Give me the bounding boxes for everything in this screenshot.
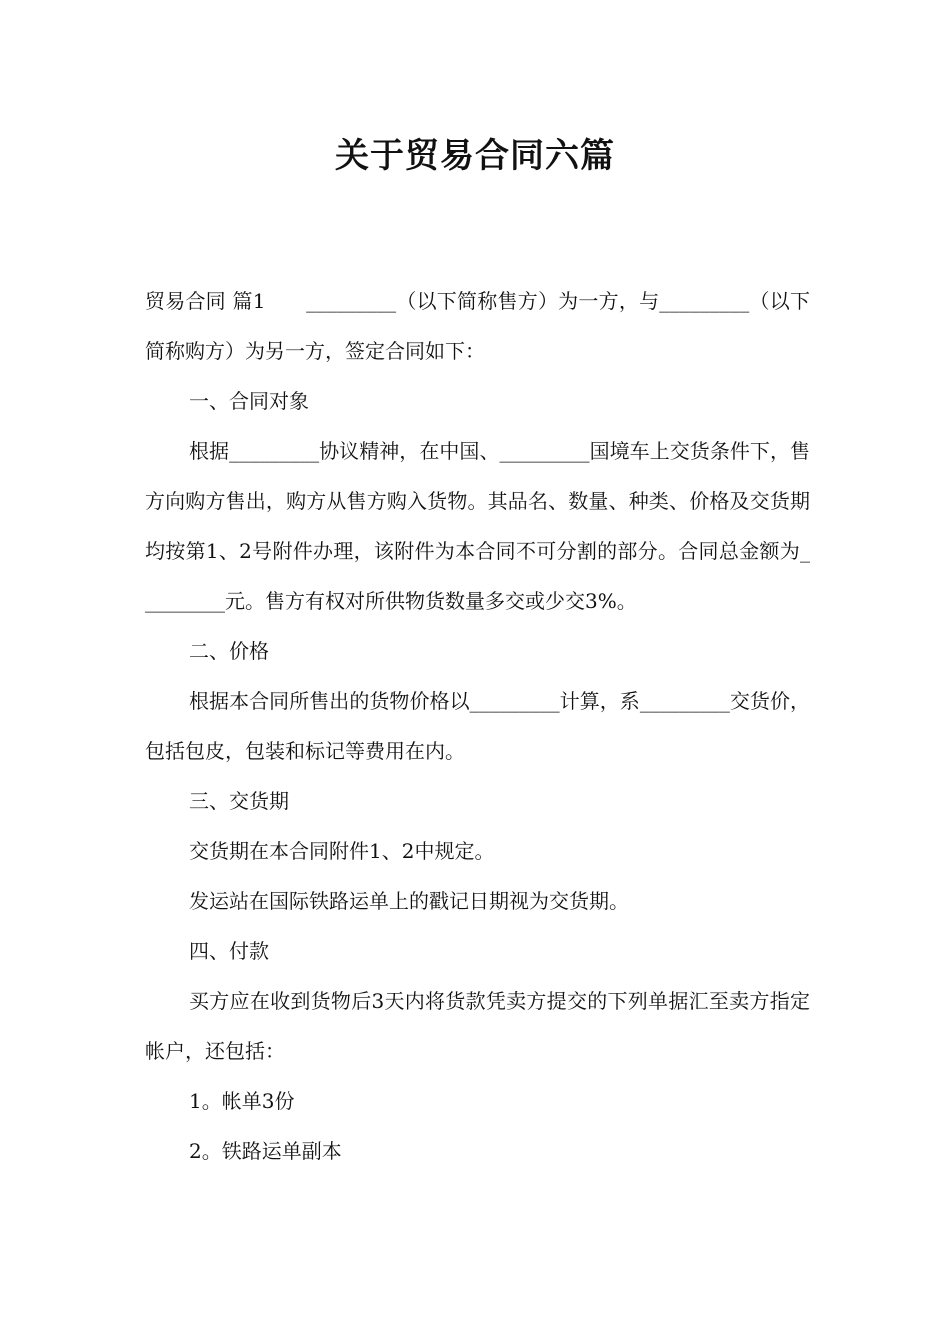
paragraph-delivery-1: 交货期在本合同附件1、2中规定。 (189, 839, 495, 863)
paragraph-intro: 贸易合同 篇1 _________（以下简称售方）为一方，与_________（以下简称购方）为另一方，签定合同如下： (145, 289, 810, 363)
section-heading-4: 四、付款 (189, 939, 269, 963)
section-heading-3: 三、交货期 (189, 789, 289, 813)
section-heading-1: 一、合同对象 (189, 389, 309, 413)
paragraph-contract-object: 根据_________协议精神，在中国、_________国境车上交货条件下，售方向购方售出，购方从售方购入货物。其品名、数量、种类、价格及交货期均按第1、2号附件办理，该附件为本合同不可分割的部分。合同总金额为_________元。售方有权对所供物货数量多交或少交3%。 (145, 439, 810, 613)
document-body (145, 276, 810, 1176)
paragraph-price: 根据本合同所售出的货物价格以_________计算，系_________交货价，包括包皮，包装和标记等费用在内。 (145, 689, 810, 763)
section-heading-2: 二、价格 (189, 639, 269, 663)
paragraph-delivery-2: 发运站在国际铁路运单上的戳记日期视为交货期。 (189, 889, 629, 913)
list-item-2: 2。铁路运单副本 (189, 1139, 342, 1163)
paragraph-payment: 买方应在收到货物后3天内将货款凭卖方提交的下列单据汇至卖方指定帐户，还包括： (145, 989, 810, 1063)
document-title: 关于贸易合同六篇 (335, 136, 615, 176)
list-item-1: 1。帐单3份 (189, 1089, 295, 1113)
